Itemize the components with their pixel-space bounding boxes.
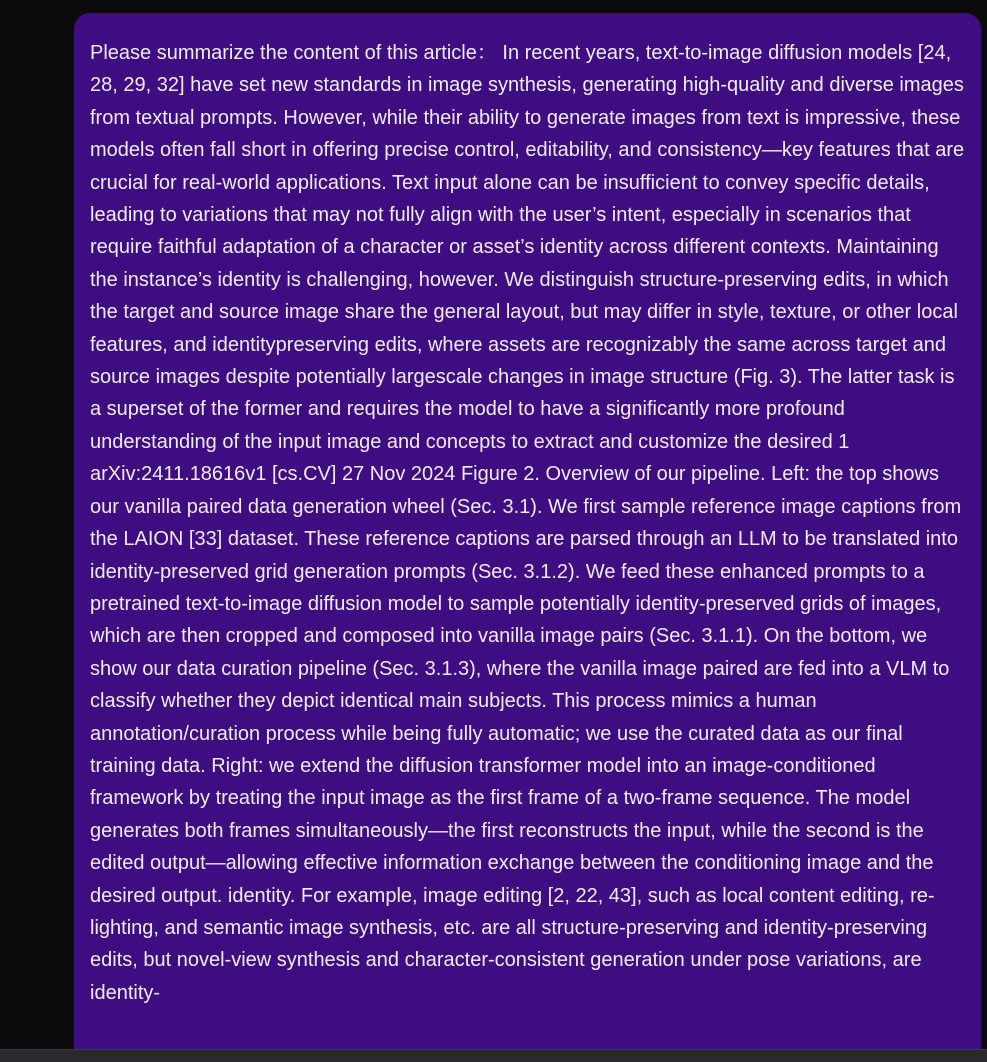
user-message-bubble	[74, 13, 981, 1062]
bottom-bar	[0, 1049, 987, 1062]
user-message-text: Please summarize the content of this article： In recent years, text-to-image diffusion models [24, 28, 29, 32] have set new standards in image synthesis, generating high-quality and diverse images from textual prompts. However, while their ability to generate images from text is impressive, these models often fall short in offering precise control, editability, and consistency—key features that are crucial for real-world applications. Text input alone can be insufficient to convey specific details, leading to variations that may not fully align with the user’s intent, especially in scenarios that require faithful adaptation of a character or asset’s identity across different contexts. Maintaining the instance’s identity is challenging, however. We distinguish structure-preserving edits, in which the target and source image share the general layout, but may differ in style, texture, or other local features, and identitypreserving edits, where assets are recognizably the same across target and source images despite potentially largescale changes in image structure (Fig. 3). The latter task is a superset of the former and requires the model to have a significantly more profound understanding of the input image and concepts to extract and customize the desired 1 arXiv:2411.18616v1 [cs.CV] 27 Nov 2024 Figure 2. Overview of our pipeline. Left: the top shows our vanilla paired data generation wheel (Sec. 3.1). We first sample reference image captions from the LAION [33] dataset. These reference captions are parsed through an LLM to be translated into identity-preserved grid generation prompts (Sec. 3.1.2). We feed these enhanced prompts to a pretrained text-to-image diffusion model to sample potentially identity-preserved grids of images, which are then cropped and composed into vanilla image pairs (Sec. 3.1.1). On the bottom, we show our data curation pipeline (Sec. 3.1.3), where the vanilla image paired are fed into a VLM to classify whether they depict identical main subjects. This process mimics a human annotation/curation process while being fully automatic; we use the curated data as our final training data. Right: we extend the diffusion transformer model into an image-conditioned framework by treating the input image as the first frame of a two-frame sequence. The model generates both frames simultaneously—the first reconstructs the input, while the second is the edited output—allowing effective information exchange between the conditioning image and the desired output. identity. For example, image editing [2, 22, 43], such as local content editing, re-lighting, and semantic image synthesis, etc. are all structure-preserving and identity-preserving edits, but novel-view synthesis and character-consistent generation under pose variations, are identity-	[90, 42, 965, 1004]
